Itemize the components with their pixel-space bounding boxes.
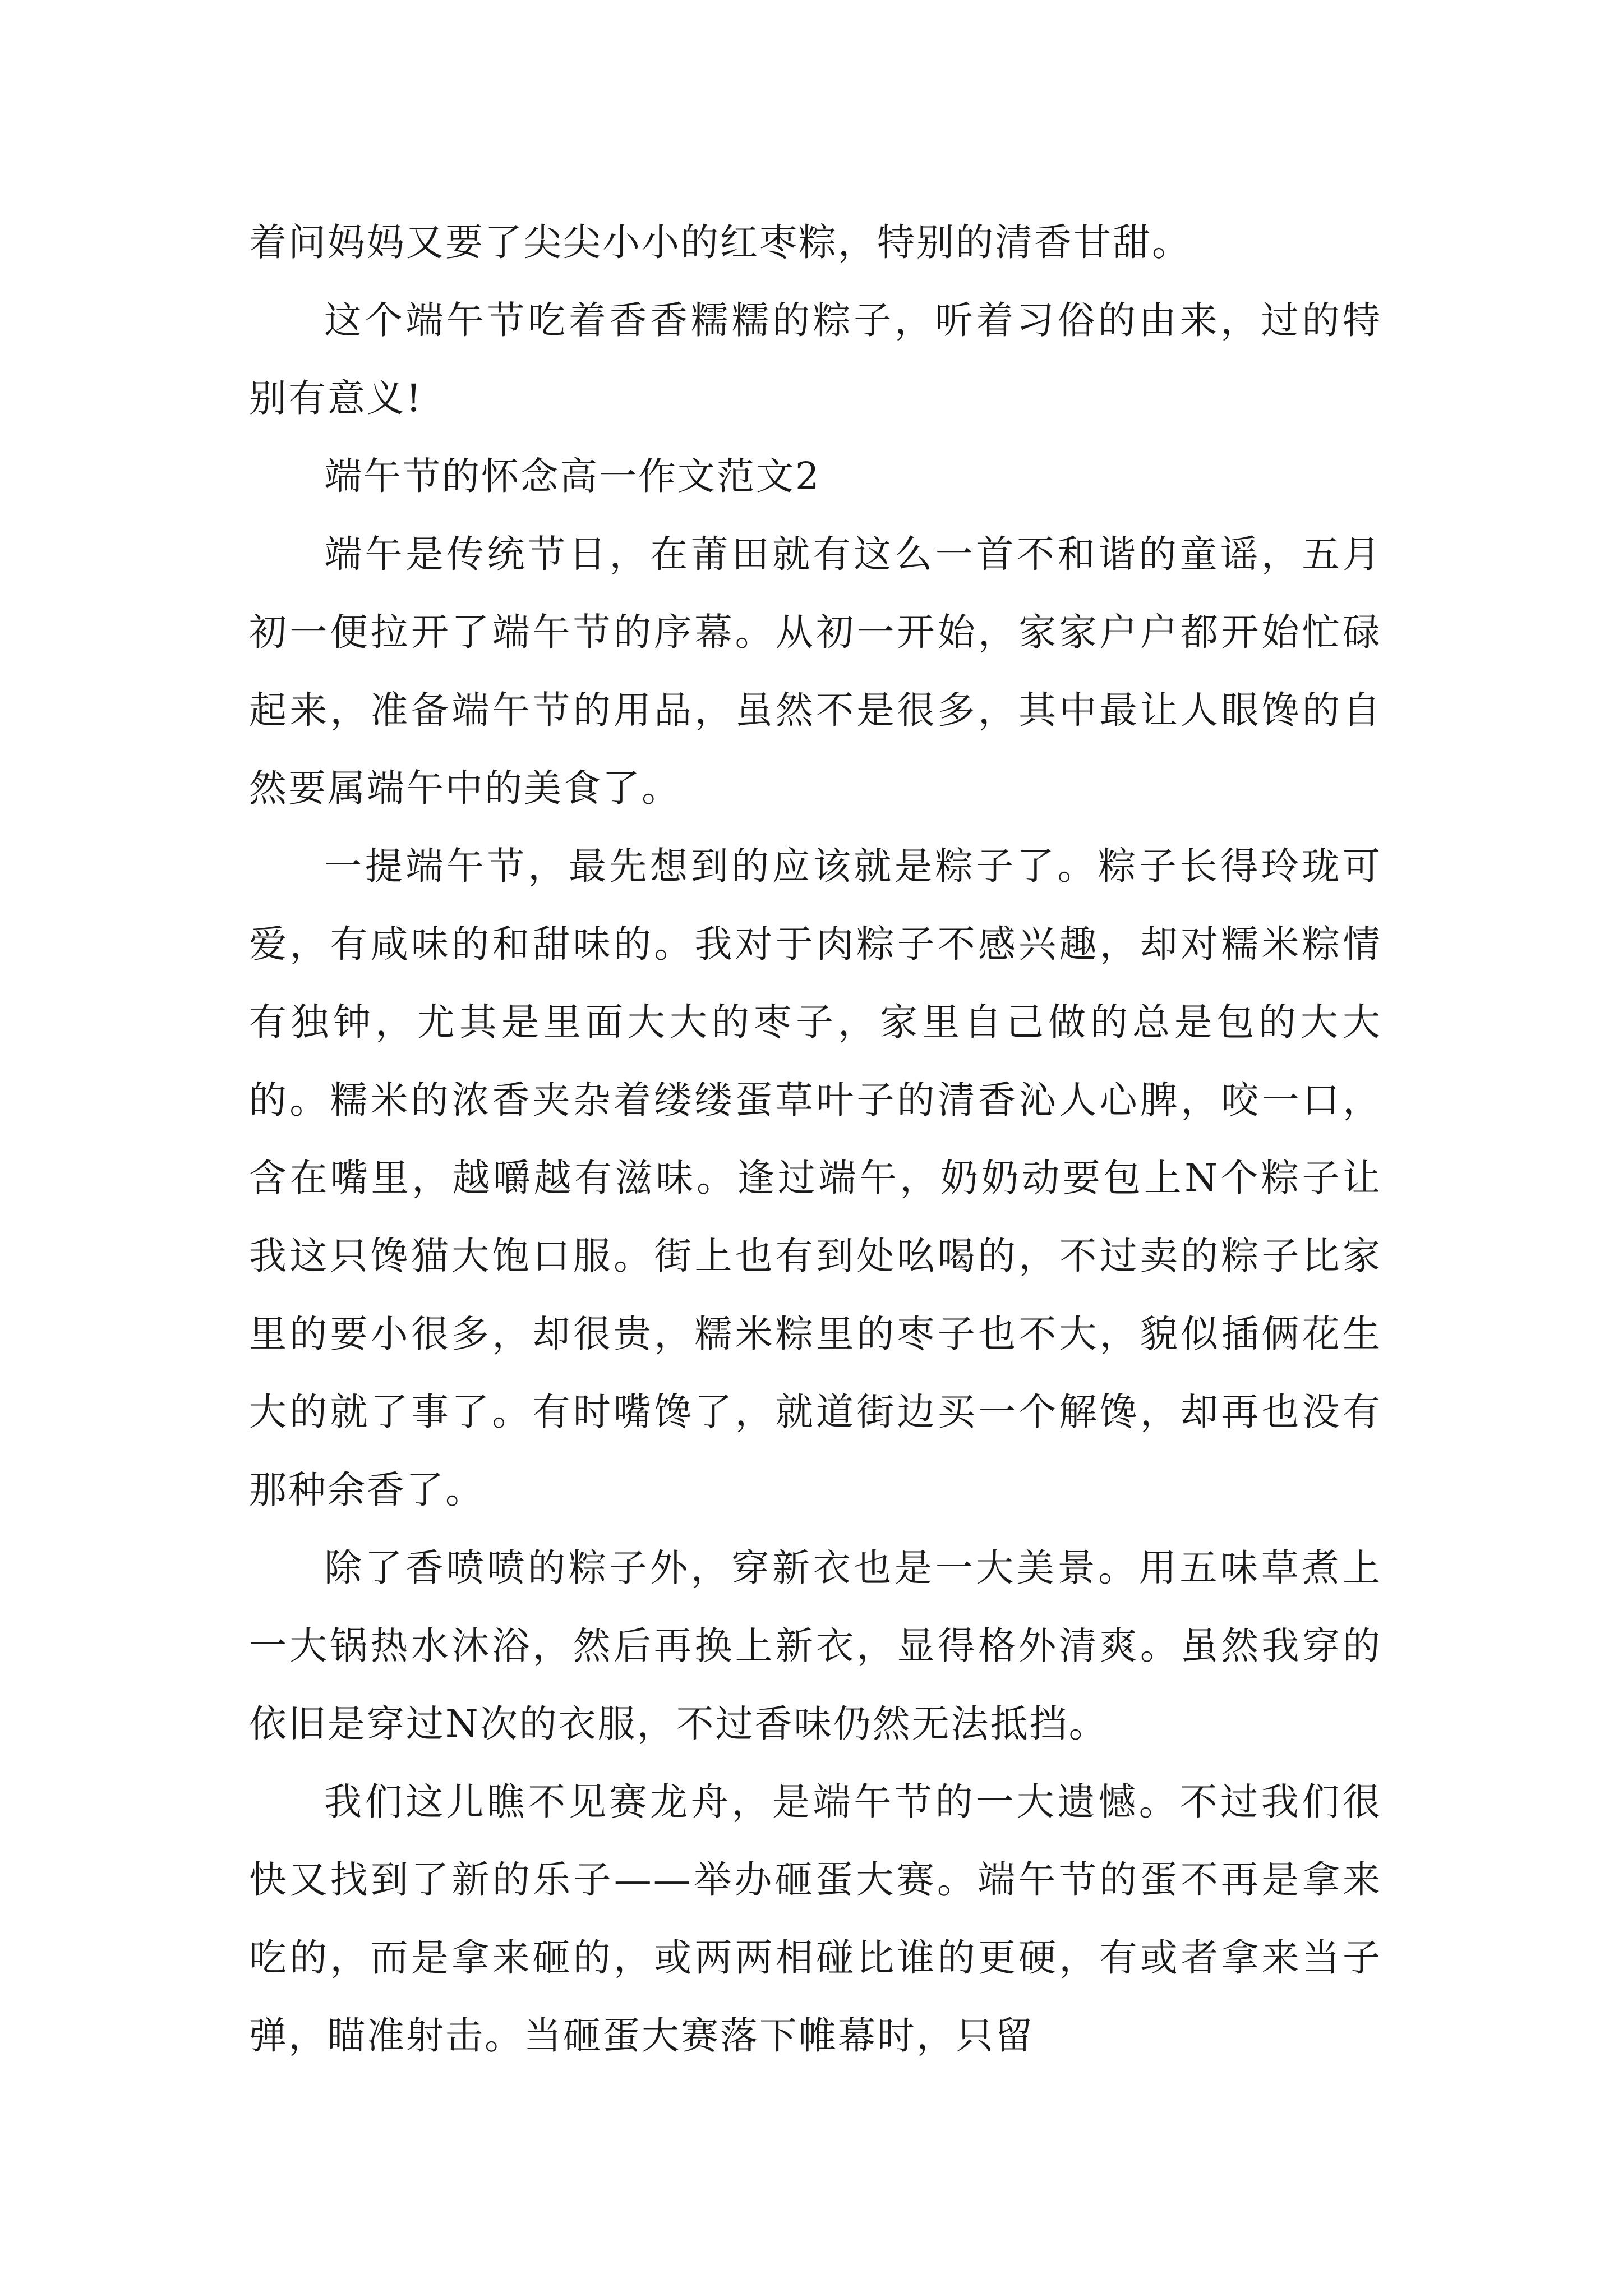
section-title: 端午节的怀念高一作文范文2 [324,454,821,498]
paragraph: 我们这儿瞧不见赛龙舟，是端午节的一大遗憾。不过我们很快又找到了新的乐子——举办砸蛋大赛。端午节的蛋不再是拿来吃的，而是拿来砸的，或两两相碰比谁的更硬，有或者拿来当子弹，瞄准射击。当砸蛋大赛落下帷幕时，只留 [249,1780,1382,2058]
paragraph: 端午是传统节日，在莆田就有这么一首不和谐的童谣，五月初一便拉开了端午节的序幕。从初一开始，家家户户都开始忙碌起来，准备端午节的用品，虽然不是很多，其中最让人眼馋的自然要属端午中的美食了。 [249,532,1382,810]
document-body [249,204,1382,2075]
paragraph: 除了香喷喷的粽子外，穿新衣也是一大美景。用五味草煮上一大锅热水沐浴，然后再换上新衣，显得格外清爽。虽然我穿的依旧是穿过N次的衣服，不过香味仍然无法抵挡。 [249,1546,1382,1746]
paragraph-continued: 着问妈妈又要了尖尖小小的红枣粽，特别的清香甘甜。 [249,220,1191,264]
paragraph: 一提端午节，最先想到的应该就是粽子了。粽子长得玲珑可爱，有咸味的和甜味的。我对于肉粽子不感兴趣，却对糯米粽情有独钟，尤其是里面大大的枣子，家里自己做的总是包的大大的。糯米的浓香夹杂着缕缕蛋草叶子的清香沁人心脾，咬一口，含在嘴里，越嚼越有滋味。逢过端午，奶奶动要包上N个粽子让我这只馋猫大饱口服。街上也有到处吆喝的，不过卖的粽子比家里的要小很多，却很贵，糯米粽里的枣子也不大，貌似插俩花生大的就了事了。有时嘴馋了，就道街边买一个解馋，却再也没有那种余香了。 [249,844,1382,1512]
paragraph: 这个端午节吃着香香糯糯的粽子，听着习俗的由来，过的特别有意义! [249,298,1382,420]
